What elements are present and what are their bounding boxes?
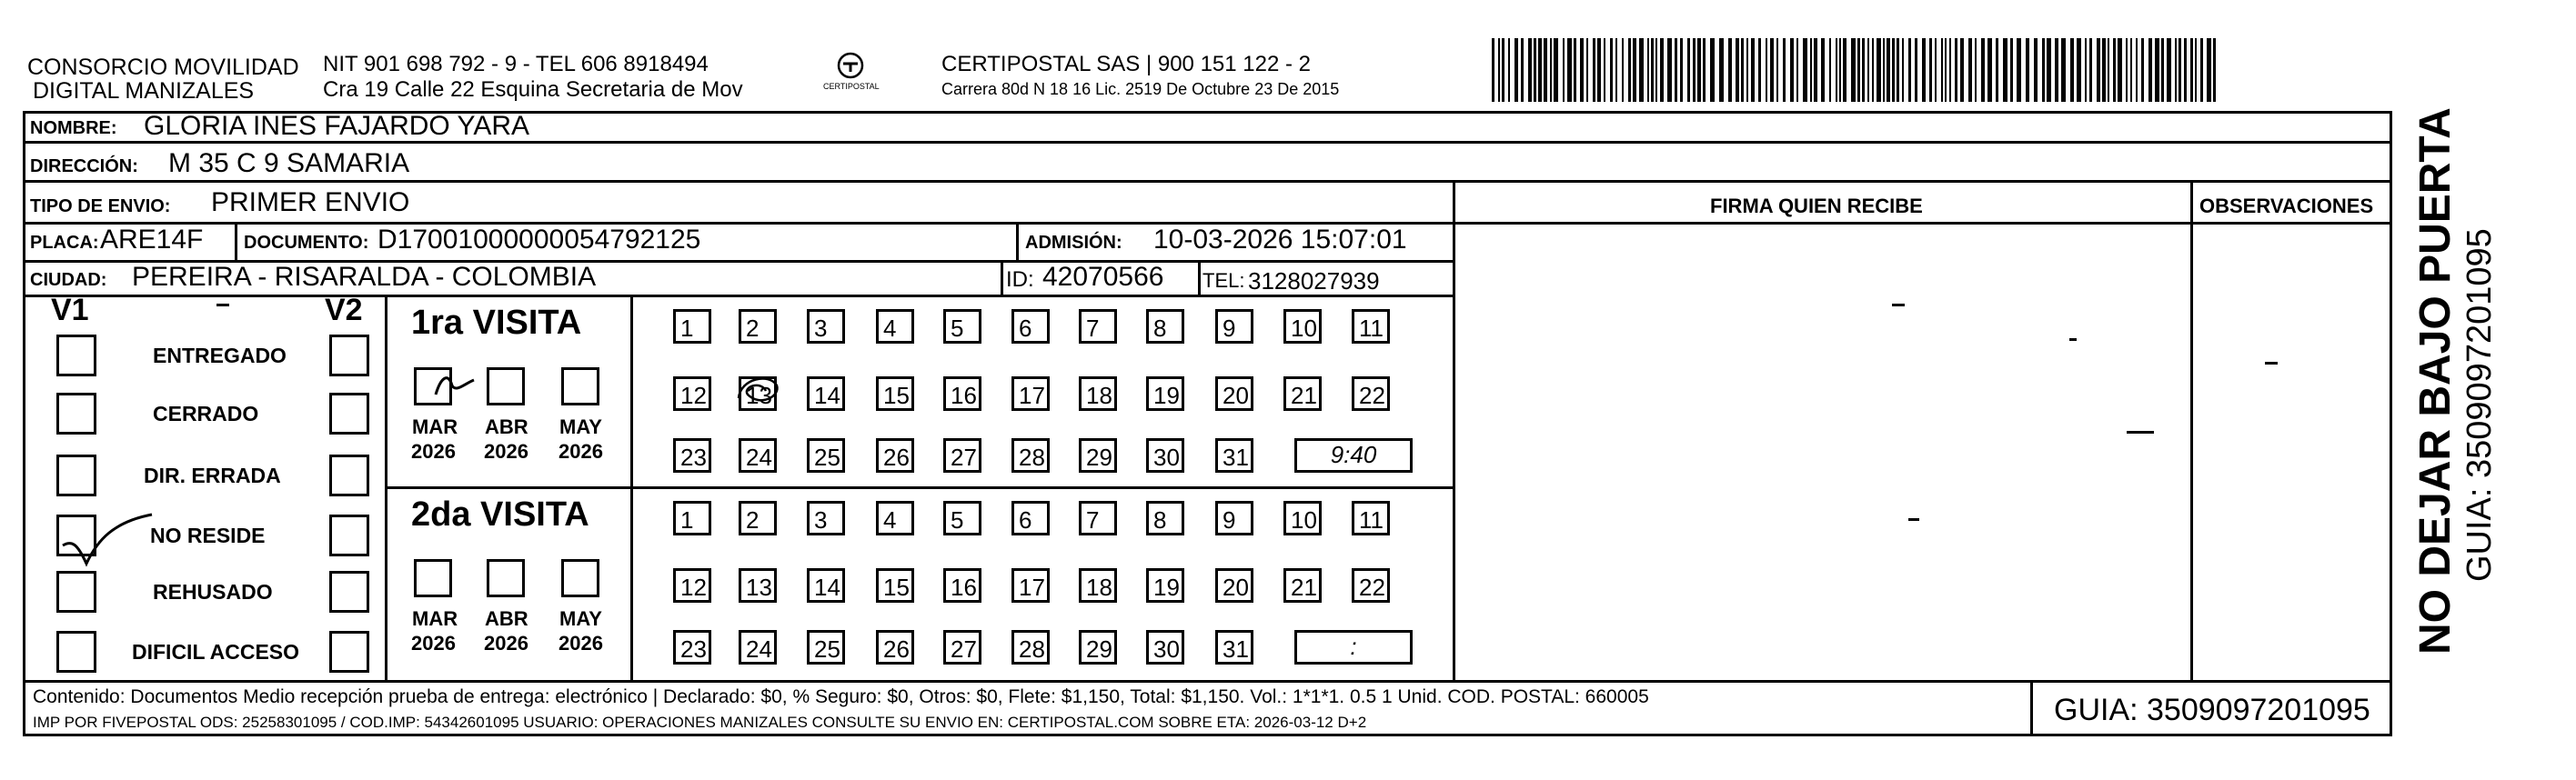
admision-label: ADMISIÓN: — [1025, 233, 1122, 253]
day-number: 11 — [1359, 315, 1384, 342]
day-number: 7 — [1086, 315, 1100, 342]
day-box[interactable] — [876, 438, 914, 473]
day-number: 12 — [680, 382, 707, 409]
month-name: MAY — [559, 607, 602, 630]
reason-label: ENTREGADO — [153, 344, 287, 367]
nit-line: NIT 901 698 792 - 9 - TEL 606 8918494 — [323, 52, 709, 76]
month-name: MAR — [412, 415, 458, 438]
day-box[interactable] — [1146, 630, 1184, 665]
day-box[interactable] — [1352, 568, 1390, 603]
observaciones-header: OBSERVACIONES — [2199, 195, 2374, 217]
day-number: 20 — [1223, 574, 1249, 601]
day-box[interactable] — [1283, 376, 1322, 411]
observation-mark — [2265, 362, 2278, 365]
day-box[interactable] — [739, 568, 777, 603]
footer-line1: Contenido: Documentos Medio recepción prueba de entrega: electrónico | Declarado: $0, % Seguro: $0, Otros: $0, Flete: $1,150, Total: $1,150. Vol.: 1*1*1. 0.5 1 Unid. COD. POSTAL: 660005 — [33, 686, 1649, 707]
month-name: MAY — [559, 415, 602, 438]
day-box[interactable] — [943, 568, 981, 603]
checkmark-icon — [432, 367, 478, 408]
day-number: 17 — [1019, 382, 1045, 409]
certipostal-logo — [823, 45, 878, 100]
day-number: 15 — [883, 574, 910, 601]
month-name: ABR — [485, 607, 528, 630]
v2-checkbox[interactable] — [329, 571, 369, 613]
v2-checkbox[interactable] — [329, 393, 369, 435]
day-box[interactable] — [1215, 309, 1253, 344]
day-box[interactable] — [673, 568, 711, 603]
day-number: 23 — [680, 635, 707, 663]
v1-label: V1 — [51, 293, 89, 327]
reason-label: REHUSADO — [153, 580, 273, 604]
month-year: 2026 — [484, 440, 528, 463]
day-number: 16 — [951, 382, 977, 409]
day-number: 10 — [1291, 315, 1317, 342]
day-box[interactable] — [673, 376, 711, 411]
day-box[interactable] — [673, 309, 711, 344]
day-box[interactable] — [1215, 501, 1253, 535]
day-number: 20 — [1223, 382, 1249, 409]
tel-value: 3128027939 — [1248, 267, 1380, 295]
day-number: 6 — [1019, 506, 1032, 534]
address-line: Cra 19 Calle 22 Esquina Secretaria de Mov — [323, 77, 743, 102]
day-box[interactable] — [943, 438, 981, 473]
day-number: 3 — [814, 315, 828, 342]
day-box[interactable] — [1146, 438, 1184, 473]
day-number: 30 — [1153, 635, 1180, 663]
month-checkbox[interactable] — [561, 367, 599, 405]
admision-value: 10-03-2026 15:07:01 — [1153, 225, 1407, 255]
day-number: 8 — [1153, 506, 1167, 534]
day-number: 7 — [1086, 506, 1100, 534]
v1-checkbox[interactable] — [56, 393, 96, 435]
day-number: 10 — [1291, 506, 1317, 534]
v1-checkbox[interactable] — [56, 335, 96, 376]
visit-title: 2da VISITA — [411, 495, 589, 534]
day-box[interactable] — [1011, 376, 1050, 411]
day-number: 29 — [1086, 635, 1112, 663]
placa-value: ARE14F — [100, 225, 204, 255]
day-number: 2 — [746, 315, 760, 342]
day-number: 25 — [814, 444, 840, 471]
ciudad-label: CIUDAD: — [30, 270, 107, 290]
month-checkbox[interactable] — [414, 559, 452, 597]
day-box[interactable] — [1283, 309, 1322, 344]
v1-checkbox[interactable] — [56, 571, 96, 613]
day-number: 14 — [814, 574, 840, 601]
company-name-line1: CONSORCIO MOVILIDAD — [27, 55, 299, 80]
direccion-label: DIRECCIÓN: — [30, 156, 138, 176]
v2-label: V2 — [325, 293, 363, 327]
day-number: 12 — [680, 574, 707, 601]
day-box[interactable] — [876, 376, 914, 411]
v1-checkbox[interactable] — [56, 631, 96, 673]
direccion-value: M 35 C 9 SAMARIA — [168, 148, 410, 178]
day-number: 4 — [883, 315, 897, 342]
day-box[interactable] — [739, 309, 777, 344]
day-box[interactable] — [1283, 501, 1322, 535]
day-number: 1 — [680, 506, 694, 534]
day-number: 8 — [1153, 315, 1167, 342]
day-number: 19 — [1153, 574, 1180, 601]
signature-mark — [2127, 431, 2154, 434]
footer-line2: IMP POR FIVEPOSTAL ODS: 25258301095 / COD.IMP: 54342601095 USUARIO: OPERACIONES MANIZALES CONSULTE SU ENVIO EN: CERTIPOSTAL.COM SOBRE ETA: 2026-03-12 D+2 — [33, 714, 1367, 731]
month-name: ABR — [485, 415, 528, 438]
day-box[interactable] — [1215, 376, 1253, 411]
day-number: 31 — [1223, 444, 1249, 471]
day-box[interactable] — [807, 438, 845, 473]
day-box[interactable] — [876, 630, 914, 665]
tipo-envio-value: PRIMER ENVIO — [211, 187, 410, 217]
day-number: 26 — [883, 444, 910, 471]
day-box[interactable] — [1011, 309, 1050, 344]
month-checkbox[interactable] — [487, 559, 525, 597]
certipostal-line1: CERTIPOSTAL SAS | 900 151 122 - 2 — [941, 52, 1311, 76]
day-number: 9 — [1223, 315, 1236, 342]
day-number: 24 — [746, 635, 772, 663]
day-box[interactable] — [943, 309, 981, 344]
reason-label: DIR. ERRADA — [144, 464, 281, 487]
day-box[interactable] — [1011, 630, 1050, 665]
day-number: 5 — [951, 315, 964, 342]
day-box[interactable] — [1146, 309, 1184, 344]
day-number: 13 — [746, 574, 772, 601]
side-warning-text: NO DEJAR BAJO PUERTA — [2411, 107, 2460, 655]
day-box[interactable] — [1146, 568, 1184, 603]
tel-label: TEL: — [1202, 269, 1245, 292]
day-number: 3 — [814, 506, 828, 534]
id-label: ID: — [1006, 267, 1034, 292]
day-number: 17 — [1019, 574, 1045, 601]
month-checkbox[interactable] — [487, 367, 525, 405]
certipostal-line2: Carrera 80d N 18 16 Lic. 2519 De Octubre 23 De 2015 — [941, 80, 1340, 98]
day-number: 6 — [1019, 315, 1032, 342]
v2-checkbox[interactable] — [329, 335, 369, 376]
day-number: 31 — [1223, 635, 1249, 663]
day-number: 1 — [680, 315, 694, 342]
day-box[interactable] — [807, 568, 845, 603]
day-number: 21 — [1291, 574, 1317, 601]
day-number: 27 — [951, 444, 977, 471]
day-box[interactable] — [1215, 568, 1253, 603]
visit-title: 1ra VISITA — [411, 304, 582, 342]
day-number: 28 — [1019, 635, 1045, 663]
company-name-line2: DIGITAL MANIZALES — [33, 78, 255, 104]
month-year: 2026 — [558, 632, 603, 655]
day-number: 16 — [951, 574, 977, 601]
day-box[interactable] — [1146, 501, 1184, 535]
day-box[interactable] — [739, 438, 777, 473]
day-box[interactable] — [807, 630, 845, 665]
day-number: 11 — [1359, 506, 1384, 534]
v2-checkbox[interactable] — [329, 515, 369, 556]
signature-mark — [2069, 338, 2077, 341]
month-year: 2026 — [484, 632, 528, 655]
day-number: 28 — [1019, 444, 1045, 471]
day-box[interactable] — [1011, 568, 1050, 603]
reason-label: NO RESIDE — [150, 524, 266, 547]
day-box[interactable] — [1079, 501, 1117, 535]
day-box[interactable] — [673, 630, 711, 665]
barcode — [1492, 38, 2219, 102]
day-box[interactable] — [1352, 501, 1390, 535]
day-box[interactable] — [943, 501, 981, 535]
id-value: 42070566 — [1042, 262, 1164, 292]
day-box[interactable] — [673, 501, 711, 535]
day-box[interactable] — [876, 501, 914, 535]
day-box[interactable] — [739, 501, 777, 535]
day-number: 21 — [1291, 382, 1317, 409]
day-box[interactable] — [673, 438, 711, 473]
documento-label: DOCUMENTO: — [244, 233, 369, 253]
day-number: 27 — [951, 635, 977, 663]
day-number: 30 — [1153, 444, 1180, 471]
signature-mark — [1892, 304, 1905, 306]
month-checkbox[interactable] — [561, 559, 599, 597]
logo-text: CERTIPOSTAL — [823, 82, 880, 91]
day-box[interactable] — [1079, 568, 1117, 603]
nombre-label: NOMBRE: — [30, 118, 117, 138]
side-guia-text: GUIA: 3509097201095 — [2460, 228, 2499, 582]
month-name: MAR — [412, 607, 458, 630]
day-box[interactable] — [876, 568, 914, 603]
time-box[interactable] — [1294, 438, 1413, 473]
time-value: 9:40 — [1330, 441, 1377, 468]
ciudad-value: PEREIRA - RISARALDA - COLOMBIA — [132, 262, 597, 292]
day-box[interactable] — [1352, 376, 1390, 411]
day-number: 19 — [1153, 382, 1180, 409]
day-number: 24 — [746, 444, 772, 471]
day-number: 15 — [883, 382, 910, 409]
day-number: 14 — [814, 382, 840, 409]
day-number: 2 — [746, 506, 760, 534]
day-number: 18 — [1086, 574, 1112, 601]
day-box[interactable] — [1011, 438, 1050, 473]
checkmark-icon — [50, 504, 159, 572]
nombre-value: GLORIA INES FAJARDO YARA — [144, 111, 530, 141]
day-box[interactable] — [1215, 438, 1253, 473]
day-number: 5 — [951, 506, 964, 534]
signature-mark — [1908, 518, 1919, 521]
month-year: 2026 — [558, 440, 603, 463]
day-box[interactable] — [876, 309, 914, 344]
day-box[interactable] — [807, 309, 845, 344]
day-number: 4 — [883, 506, 897, 534]
footer-guia: GUIA: 3509097201095 — [2054, 693, 2370, 727]
day-box[interactable] — [1079, 309, 1117, 344]
scribble-mark — [733, 371, 784, 423]
month-year: 2026 — [411, 440, 456, 463]
day-box[interactable] — [1079, 376, 1117, 411]
day-box[interactable] — [807, 501, 845, 535]
day-number: 18 — [1086, 382, 1112, 409]
time-value: : — [1350, 633, 1357, 660]
day-box[interactable] — [1352, 309, 1390, 344]
day-number: 26 — [883, 635, 910, 663]
placa-label: PLACA: — [30, 233, 99, 253]
reason-label: DIFICIL ACCESO — [132, 640, 300, 664]
day-number: 13 — [746, 382, 772, 409]
v2-checkbox[interactable] — [329, 455, 369, 496]
day-number: 22 — [1359, 574, 1385, 601]
day-box[interactable] — [1079, 630, 1117, 665]
day-box[interactable] — [1011, 501, 1050, 535]
day-box[interactable] — [1146, 376, 1184, 411]
v2-checkbox[interactable] — [329, 631, 369, 673]
month-year: 2026 — [411, 632, 456, 655]
day-box[interactable] — [1215, 630, 1253, 665]
day-number: 22 — [1359, 382, 1385, 409]
tipo-envio-label: TIPO DE ENVIO: — [30, 196, 171, 216]
day-box[interactable] — [943, 376, 981, 411]
v1-checkbox[interactable] — [56, 455, 96, 496]
day-box[interactable] — [943, 630, 981, 665]
day-box[interactable] — [1079, 438, 1117, 473]
day-number: 9 — [1223, 506, 1236, 534]
day-box[interactable] — [807, 376, 845, 411]
time-box[interactable] — [1294, 630, 1413, 665]
day-box[interactable] — [739, 630, 777, 665]
reason-label: CERRADO — [153, 402, 259, 425]
day-number: 29 — [1086, 444, 1112, 471]
documento-value: D17001000000054792125 — [377, 225, 701, 255]
day-number: 23 — [680, 444, 707, 471]
firma-header: FIRMA QUIEN RECIBE — [1710, 195, 1923, 217]
day-number: 25 — [814, 635, 840, 663]
day-box[interactable] — [1283, 568, 1322, 603]
